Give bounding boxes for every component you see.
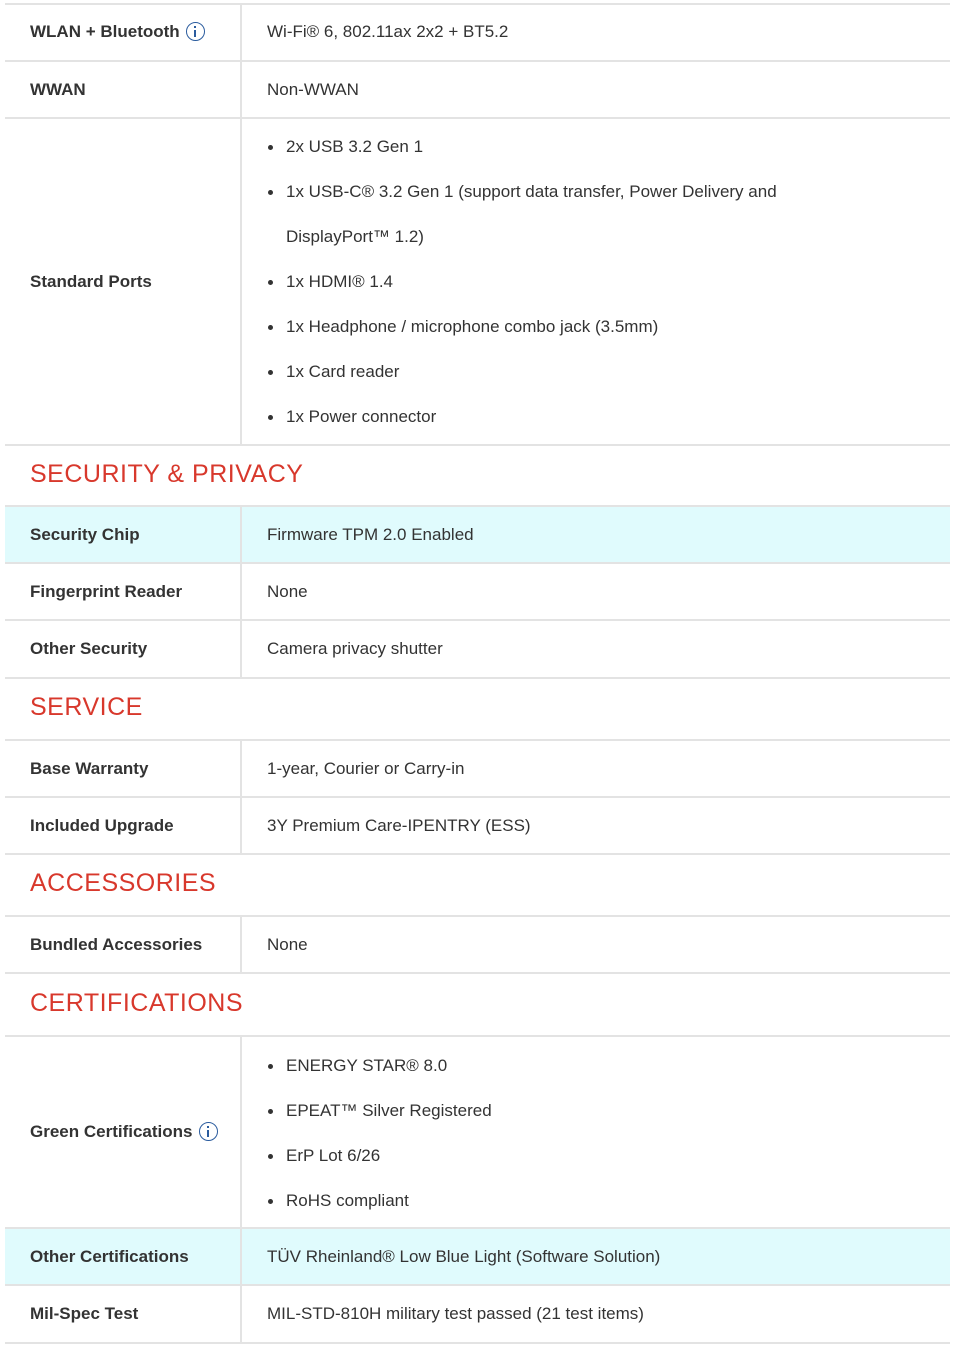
column-divider xyxy=(240,798,242,853)
spec-label: Base Warranty xyxy=(30,759,149,778)
spec-label: Security Chip xyxy=(30,525,140,544)
column-divider xyxy=(240,1286,242,1342)
list-item: RoHS compliant xyxy=(267,1178,492,1223)
list-item: 2x USB 3.2 Gen 1 xyxy=(267,124,777,169)
spec-row-base-warranty xyxy=(5,741,950,798)
spec-value: Non-WWAN xyxy=(267,80,359,99)
spec-row-green-certifications xyxy=(5,1037,950,1229)
list-item: 1x HDMI® 1.4 xyxy=(267,259,777,304)
column-divider xyxy=(240,564,242,619)
spec-row-fingerprint-reader xyxy=(5,564,950,621)
spec-label: Fingerprint Reader xyxy=(30,582,183,601)
column-divider xyxy=(240,917,242,972)
spec-row-mil-spec-test xyxy=(5,1286,950,1344)
section-header-certifications xyxy=(5,974,950,1037)
ports-list xyxy=(267,124,777,439)
list-item: 1x USB-C® 3.2 Gen 1 (support data transfer, Power Delivery and xyxy=(267,169,777,214)
spec-label: WWAN xyxy=(30,80,86,99)
list-item: ENERGY STAR® 8.0 xyxy=(267,1043,492,1088)
list-item: ErP Lot 6/26 xyxy=(267,1133,492,1178)
column-divider xyxy=(240,741,242,796)
spec-value: None xyxy=(267,582,308,601)
column-divider xyxy=(240,119,242,444)
spec-label: Other Security xyxy=(30,639,148,658)
column-divider xyxy=(240,5,242,60)
column-divider xyxy=(240,62,242,117)
spec-label: Standard Ports xyxy=(30,272,152,291)
spec-value: 1-year, Courier or Carry-in xyxy=(267,759,465,778)
spec-row-other-security xyxy=(5,621,950,679)
spec-row-bundled-accessories xyxy=(5,917,950,974)
spec-row-security-chip xyxy=(5,507,950,564)
spec-value: Camera privacy shutter xyxy=(267,639,443,658)
spec-value: MIL-STD-810H military test passed (21 test items) xyxy=(267,1304,644,1323)
list-item: EPEAT™ Silver Registered xyxy=(267,1088,492,1133)
column-divider xyxy=(240,507,242,562)
spec-row-standard-ports xyxy=(5,119,950,446)
spec-label: Other Certifications xyxy=(30,1247,189,1266)
spec-value: 3Y Premium Care-IPENTRY (ESS) xyxy=(267,816,531,835)
spec-row-wlan-bluetooth xyxy=(5,5,950,62)
section-header-security xyxy=(5,446,950,507)
list-item: 1x Headphone / microphone combo jack (3.5mm) xyxy=(267,304,777,349)
spec-row-other-certifications xyxy=(5,1229,950,1286)
spec-label: Green Certifications xyxy=(30,1122,218,1142)
list-item-continuation: DisplayPort™ 1.2) xyxy=(286,227,424,246)
spec-label: Included Upgrade xyxy=(30,816,174,835)
info-icon[interactable] xyxy=(186,22,205,41)
spec-value: Firmware TPM 2.0 Enabled xyxy=(267,525,474,544)
section-title: SERVICE xyxy=(30,693,143,721)
section-header-service xyxy=(5,679,950,741)
spec-value: TÜV Rheinland® Low Blue Light (Software Solution) xyxy=(267,1247,661,1266)
spec-value: Wi-Fi® 6, 802.11ax 2x2 + BT5.2 xyxy=(267,22,509,41)
spec-label: WLAN + Bluetooth xyxy=(30,22,205,42)
list-item: 1x Power connector xyxy=(267,394,777,439)
section-title: CERTIFICATIONS xyxy=(30,989,244,1017)
column-divider xyxy=(240,1037,242,1227)
column-divider xyxy=(240,621,242,677)
column-divider xyxy=(240,1229,242,1284)
spec-label: Bundled Accessories xyxy=(30,935,203,954)
info-icon[interactable] xyxy=(199,1122,218,1141)
list-item: 1x Card reader xyxy=(267,349,777,394)
section-title: ACCESSORIES xyxy=(30,869,217,897)
spec-value: None xyxy=(267,935,308,954)
green-certifications-list xyxy=(267,1043,492,1223)
spec-label: Mil-Spec Test xyxy=(30,1304,139,1323)
spec-row-included-upgrade xyxy=(5,798,950,855)
spec-row-wwan xyxy=(5,62,950,119)
section-title: SECURITY & PRIVACY xyxy=(30,460,304,488)
section-header-accessories xyxy=(5,855,950,917)
